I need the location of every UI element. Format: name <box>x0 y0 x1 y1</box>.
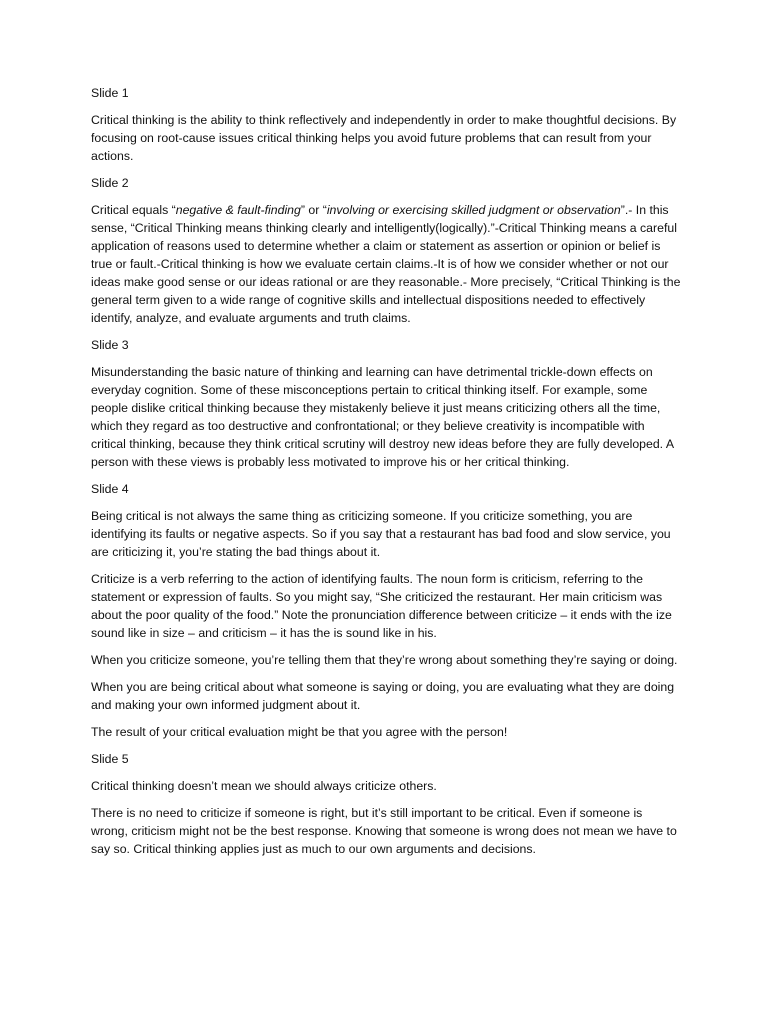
slide-2-heading: Slide 2 <box>91 176 129 190</box>
slide-1-paragraph: Critical thinking is the ability to think reflectively and independently in order to make thoughtful decisions. By focusing on root-cause issues critical thinking helps you avoid future problems that can result from your actions. <box>91 113 677 163</box>
slide-4-paragraph-1: Being critical is not always the same thing as criticizing someone. If you criticize something, you are identifying its faults or negative aspects. So if you say that a restaurant has bad food and slow service, you are criticizing it, you’re stating the bad things about it. <box>91 509 671 559</box>
slide-4-paragraph-5: The result of your critical evaluation might be that you agree with the person! <box>91 725 508 739</box>
slide-2-italic-phrase-1: negative & fault-finding <box>175 203 301 217</box>
slide-2-paragraph <box>91 201 681 327</box>
document-body <box>91 84 681 867</box>
slide-3-heading: Slide 3 <box>91 338 129 352</box>
slide-2-text-prefix: Critical equals “ <box>91 203 176 217</box>
slide-5-paragraph-2: There is no need to criticize if someone is right, but it’s still important to be critical. Even if someone is wrong, criticism might not be the best response. Knowing that someone is wrong does not mean we have to say so. Critical thinking applies just as much to our own arguments and decisions. <box>91 806 677 856</box>
slide-4-paragraph-2: Criticize is a verb referring to the action of identifying faults. The noun form is criticism, referring to the statement or expression of faults. So you might say, “She criticized the restaurant. Her main criticism was about the poor quality of the food.” Note the pronunciation difference between criticize – it ends with the ize sound like in size – and criticism – it has the is sound like in his. <box>91 572 672 640</box>
slide-2-text-rest: ”.- In this sense, “Critical Thinking means thinking clearly and intelligently(logically).”-Critical Thinking means a careful application of reasons used to determine whether a claim or statement as assertion or opinion or belief is true or fault.-Critical thinking is how we evaluate certain claims.-It is of how we consider whether or not our ideas make good sense or our ideas rational or are they reasonable.- More precisely, “Critical Thinking is the general term given to a wide range of cognitive skills and intellectual dispositions needed to effectively identify, analyze, and evaluate arguments and truth claims. <box>91 203 681 325</box>
slide-5-paragraph-1: Critical thinking doesn’t mean we should always criticize others. <box>91 779 437 793</box>
slide-4-paragraph-3: When you criticize someone, you’re telling them that they’re wrong about something they’re saying or doing. <box>91 653 678 667</box>
slide-1-heading: Slide 1 <box>91 86 129 100</box>
slide-2-italic-phrase-2: involving or exercising skilled judgment or observation <box>326 203 621 217</box>
slide-2-text-mid: ” or “ <box>300 203 327 217</box>
slide-4-heading: Slide 4 <box>91 482 129 496</box>
slide-3-paragraph: Misunderstanding the basic nature of thinking and learning can have detrimental trickle-down effects on everyday cognition. Some of these misconceptions pertain to critical thinking itself. For example, some people dislike critical thinking because they mistakenly believe it just means criticizing others all the time, which they regard as too destructive and confrontational; or they believe creativity is incompatible with critical thinking, because they think critical scrutiny will destroy new ideas before they are fully developed. A person with these views is probably less motivated to improve his or her critical thinking. <box>91 365 674 469</box>
slide-5-heading: Slide 5 <box>91 752 129 766</box>
slide-4-paragraph-4: When you are being critical about what someone is saying or doing, you are evaluating what they are doing and making your own informed judgment about it. <box>91 680 675 712</box>
